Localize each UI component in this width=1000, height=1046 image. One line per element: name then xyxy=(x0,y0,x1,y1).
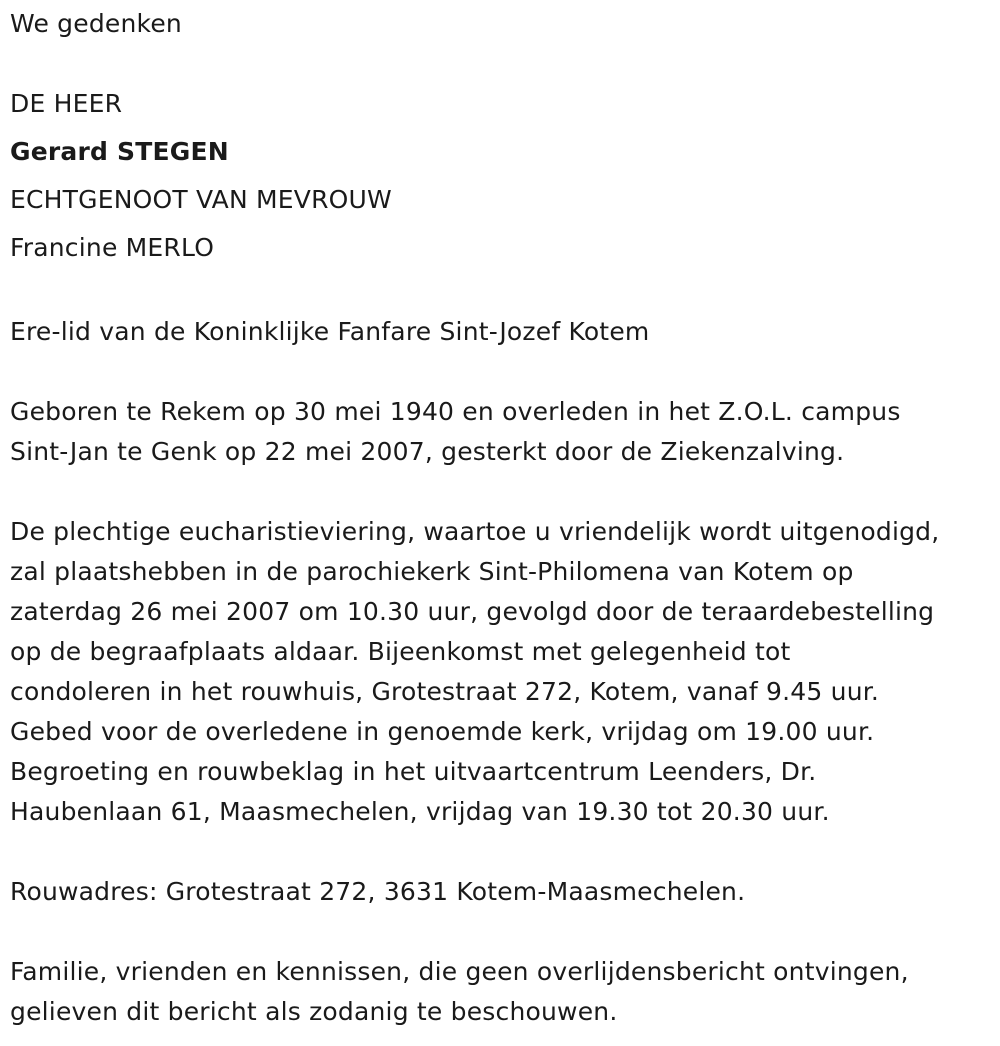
paragraph-line: Gebed voor de overledene in genoemde kerk, vrijdag om 19.00 uur. xyxy=(10,717,875,746)
mourning-address: Rouwadres: Grotestraat 272, 3631 Kotem-Maasmechelen. xyxy=(10,877,746,906)
paragraph-line: zal plaatshebben in de parochiekerk Sint-Philomena van Kotem op xyxy=(10,557,854,586)
spouse-label: ECHTGENOOT VAN MEVROUW xyxy=(10,185,392,214)
obituary-notice xyxy=(10,0,995,1032)
paragraph-line: Sint-Jan te Genk op 22 mei 2007, gesterkt door de Ziekenzalving. xyxy=(10,437,845,466)
paragraph-line: De plechtige eucharistieviering, waartoe u vriendelijk wordt uitgenodigd, xyxy=(10,517,940,546)
paragraph-line: condoleren in het rouwhuis, Grotestraat 272, Kotem, vanaf 9.45 uur. xyxy=(10,677,880,706)
paragraph-line: op de begraafplaats aldaar. Bijeenkomst met gelegenheid tot xyxy=(10,637,791,666)
spouse-name: Francine MERLO xyxy=(10,233,215,262)
ceremony-paragraph xyxy=(10,512,995,832)
spacer xyxy=(10,272,995,312)
spacer xyxy=(10,912,995,952)
paragraph-line: zaterdag 26 mei 2007 om 10.30 uur, gevolgd door de teraardebestelling xyxy=(10,597,935,626)
spacer xyxy=(10,472,995,512)
paragraph-line: Haubenlaan 61, Maasmechelen, vrijdag van 19.30 tot 20.30 uur. xyxy=(10,797,830,826)
deceased-name: Gerard STEGEN xyxy=(10,137,229,166)
closing-paragraph xyxy=(10,952,995,1032)
paragraph-line: Familie, vrienden en kennissen, die geen overlijdensbericht ontvingen, xyxy=(10,957,909,986)
honorific-title: DE HEER xyxy=(10,89,123,118)
spacer xyxy=(10,352,995,392)
spacer xyxy=(10,832,995,872)
birth-death-paragraph xyxy=(10,392,995,472)
membership-text: Ere-lid van de Koninklijke Fanfare Sint-Jozef Kotem xyxy=(10,317,650,346)
spacer xyxy=(10,48,995,80)
paragraph-line: gelieven dit bericht als zodanig te beschouwen. xyxy=(10,997,618,1026)
paragraph-line: Begroeting en rouwbeklag in het uitvaartcentrum Leenders, Dr. xyxy=(10,757,817,786)
intro-text: We gedenken xyxy=(10,9,182,38)
paragraph-line: Geboren te Rekem op 30 mei 1940 en overleden in het Z.O.L. campus xyxy=(10,397,901,426)
